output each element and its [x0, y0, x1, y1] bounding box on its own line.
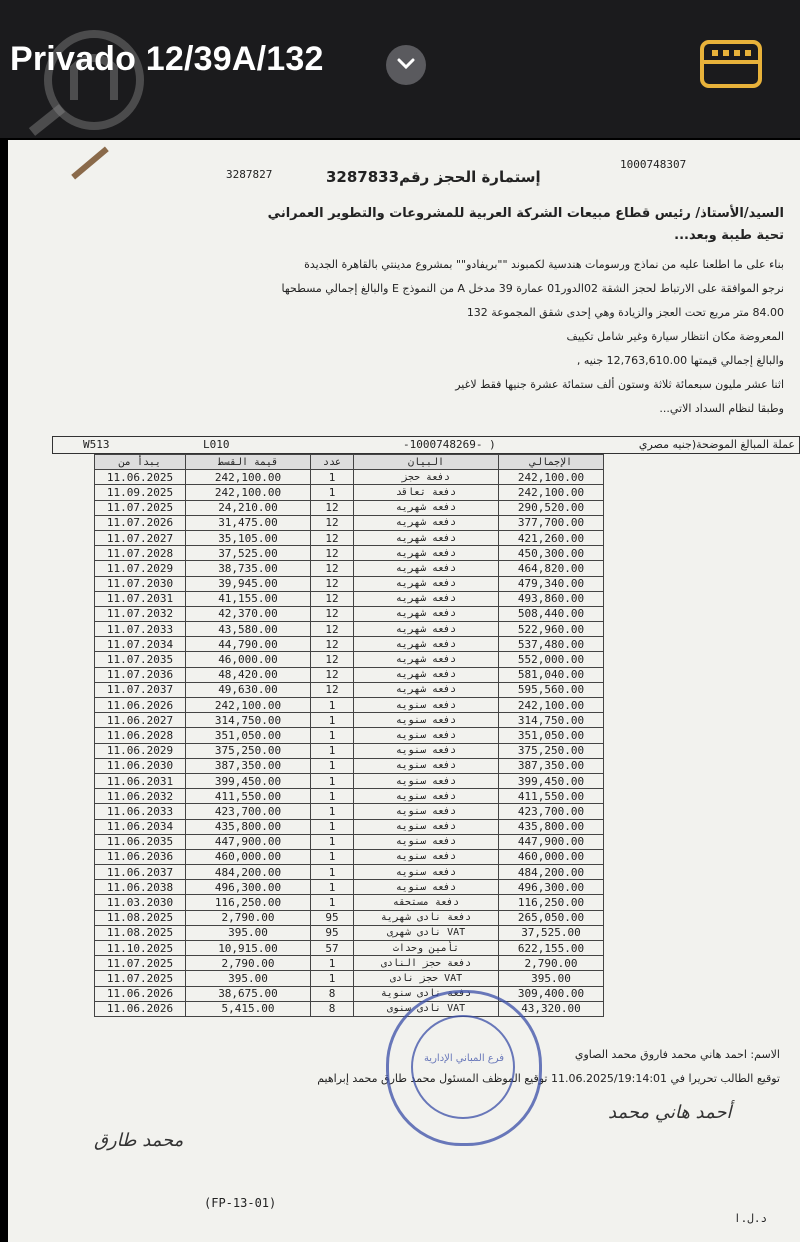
row-description: تأمين وحدات — [354, 941, 499, 956]
currency-bar — [52, 436, 800, 454]
row-installment: 116,250.00 — [186, 895, 311, 910]
row-total: 37,525.00 — [499, 925, 604, 940]
row-description: دفعه شهريه — [354, 682, 499, 697]
row-total: 508,440.00 — [499, 606, 604, 621]
currency-ref: -1000748269- ) — [403, 438, 496, 451]
table-row — [95, 895, 604, 910]
row-count: 1 — [311, 804, 354, 819]
table-row — [95, 834, 604, 849]
row-description: دفعه شهريه — [354, 622, 499, 637]
row-total: 2,790.00 — [499, 956, 604, 971]
row-installment: 2,790.00 — [186, 910, 311, 925]
row-installment: 387,350.00 — [186, 758, 311, 773]
payment-table — [94, 454, 604, 1017]
row-installment: 423,700.00 — [186, 804, 311, 819]
row-count: 1 — [311, 758, 354, 773]
row-installment: 39,945.00 — [186, 576, 311, 591]
row-date: 11.07.2025 — [95, 956, 186, 971]
row-description: دفعه شهريه — [354, 561, 499, 576]
row-date: 11.06.2026 — [95, 1001, 186, 1016]
row-date: 11.06.2029 — [95, 743, 186, 758]
row-count: 1 — [311, 971, 354, 986]
row-installment: 484,200.00 — [186, 865, 311, 880]
table-row — [95, 728, 604, 743]
table-row — [95, 515, 604, 530]
row-count: 12 — [311, 667, 354, 682]
row-description: دفعه شهريه — [354, 546, 499, 561]
row-description: دفعه سنويه — [354, 865, 499, 880]
row-date: 11.07.2035 — [95, 652, 186, 667]
row-count: 12 — [311, 515, 354, 530]
form-code: (FP-13-01) — [204, 1196, 277, 1210]
body-line-1: بناء على ما اطلعنا عليه من نماذج ورسومات هندسية لكمبوند ""بريفادو"" بمشروع مدينتي بالقاهرة الجديدة — [304, 258, 784, 271]
chevron-down-icon — [397, 58, 415, 70]
row-date: 11.06.2032 — [95, 789, 186, 804]
row-installment: 2,790.00 — [186, 956, 311, 971]
ref-right: 1000748307 — [620, 158, 687, 171]
row-installment: 42,370.00 — [186, 606, 311, 621]
row-date: 11.06.2027 — [95, 713, 186, 728]
row-total: 242,100.00 — [499, 485, 604, 500]
row-description: دفعه سنويه — [354, 743, 499, 758]
row-installment: 44,790.00 — [186, 637, 311, 652]
col-installment: قيمة القسط — [186, 455, 311, 470]
row-count: 1 — [311, 485, 354, 500]
table-row — [95, 470, 604, 485]
row-count: 12 — [311, 622, 354, 637]
row-installment: 314,750.00 — [186, 713, 311, 728]
row-date: 11.07.2031 — [95, 591, 186, 606]
row-date: 11.07.2036 — [95, 667, 186, 682]
row-count: 8 — [311, 986, 354, 1001]
row-installment: 242,100.00 — [186, 485, 311, 500]
table-row — [95, 910, 604, 925]
row-date: 11.06.2038 — [95, 880, 186, 895]
row-installment: 460,000.00 — [186, 849, 311, 864]
title-dropdown-button[interactable] — [386, 45, 426, 85]
table-row — [95, 819, 604, 834]
greeting: تحية طيبة وبعد... — [674, 228, 784, 243]
row-total: 116,250.00 — [499, 895, 604, 910]
row-count: 12 — [311, 606, 354, 621]
row-description: دفعه سنويه — [354, 713, 499, 728]
row-description: دفعة نادى سنوية — [354, 986, 499, 1001]
applicant-name: الاسم: احمد هاني محمد فاروق محمد الصاوي — [574, 1048, 780, 1061]
row-count: 1 — [311, 880, 354, 895]
row-description: VAT نادى سنوى — [354, 1001, 499, 1016]
row-date: 11.07.2025 — [95, 971, 186, 986]
row-description: دفعه سنويه — [354, 758, 499, 773]
stamp-text: فرع المباني الإدارية — [423, 1053, 505, 1064]
row-count: 12 — [311, 682, 354, 697]
row-date: 11.07.2033 — [95, 622, 186, 637]
row-count: 1 — [311, 743, 354, 758]
row-installment: 375,250.00 — [186, 743, 311, 758]
table-row — [95, 1001, 604, 1016]
table-row — [95, 773, 604, 788]
row-date: 11.07.2030 — [95, 576, 186, 591]
row-description: دفعة حجز النادى — [354, 956, 499, 971]
listing-title: Privado 12/39A/132 — [10, 40, 324, 78]
col-count: عدد — [311, 455, 354, 470]
table-row — [95, 880, 604, 895]
table-row — [95, 758, 604, 773]
table-row — [95, 667, 604, 682]
row-installment: 399,450.00 — [186, 773, 311, 788]
row-total: 423,700.00 — [499, 804, 604, 819]
row-count: 12 — [311, 500, 354, 515]
row-installment: 242,100.00 — [186, 698, 311, 713]
code-b: L010 — [203, 438, 230, 451]
row-date: 11.07.2029 — [95, 561, 186, 576]
row-total: 493,860.00 — [499, 591, 604, 606]
row-total: 387,350.00 — [499, 758, 604, 773]
viewer-header — [0, 0, 800, 138]
row-total: 496,300.00 — [499, 880, 604, 895]
row-total: 581,040.00 — [499, 667, 604, 682]
salutation: السيد/الأستاذ/ رئيس قطاع مبيعات الشركة العربية للمشروعات والتطوير العمراني — [267, 206, 784, 221]
row-description: دفعه شهريه — [354, 652, 499, 667]
row-description: دفعه شهريه — [354, 530, 499, 545]
row-installment: 496,300.00 — [186, 880, 311, 895]
row-date: 11.06.2033 — [95, 804, 186, 819]
row-installment: 242,100.00 — [186, 470, 311, 485]
table-row — [95, 606, 604, 621]
row-date: 11.06.2035 — [95, 834, 186, 849]
row-total: 552,000.00 — [499, 652, 604, 667]
row-description: دفعه شهريه — [354, 515, 499, 530]
row-description: دفعه شهريه — [354, 667, 499, 682]
ref-left: 3287827 — [226, 168, 273, 181]
row-date: 11.10.2025 — [95, 941, 186, 956]
row-description: دفعه سنويه — [354, 834, 499, 849]
row-description: دفعه شهريه — [354, 606, 499, 621]
row-total: 309,400.00 — [499, 986, 604, 1001]
table-row — [95, 971, 604, 986]
row-date: 11.07.2027 — [95, 530, 186, 545]
table-row — [95, 925, 604, 940]
table-row — [95, 849, 604, 864]
row-description: دفعه سنويه — [354, 849, 499, 864]
row-date: 11.07.2032 — [95, 606, 186, 621]
body-line-6: اثنا عشر مليون سبعمائة ثلاثة وستون ألف ستمائة عشرة جنيها فقط لاغير — [455, 378, 784, 391]
row-date: 11.06.2034 — [95, 819, 186, 834]
row-date: 11.06.2031 — [95, 773, 186, 788]
row-date: 11.06.2025 — [95, 470, 186, 485]
row-installment: 46,000.00 — [186, 652, 311, 667]
row-count: 1 — [311, 698, 354, 713]
row-total: 265,050.00 — [499, 910, 604, 925]
table-row — [95, 622, 604, 637]
table-row — [95, 561, 604, 576]
row-total: 411,550.00 — [499, 789, 604, 804]
table-row — [95, 865, 604, 880]
row-count: 12 — [311, 591, 354, 606]
row-count: 1 — [311, 773, 354, 788]
row-description: دفعة مستحقه — [354, 895, 499, 910]
row-date: 11.06.2026 — [95, 698, 186, 713]
row-count: 1 — [311, 789, 354, 804]
row-description: دفعه شهريه — [354, 591, 499, 606]
row-installment: 48,420.00 — [186, 667, 311, 682]
row-total: 43,320.00 — [499, 1001, 604, 1016]
signature-line: توقيع الطالب تحريرا في 11.06.2025/19:14:01 توقيع الموظف المسئول محمد طارق محمد إبراهيم — [317, 1072, 780, 1085]
row-installment: 395.00 — [186, 925, 311, 940]
body-line-5: والبالغ إجمالي قيمتها 12,763,610.00 جنيه , — [576, 354, 784, 367]
row-description: دفعه سنويه — [354, 789, 499, 804]
row-date: 11.07.2028 — [95, 546, 186, 561]
row-date: 11.08.2025 — [95, 925, 186, 940]
row-total: 522,960.00 — [499, 622, 604, 637]
row-total: 460,000.00 — [499, 849, 604, 864]
employee-signature: محمد طارق — [94, 1130, 184, 1151]
table-row — [95, 804, 604, 819]
row-date: 11.07.2034 — [95, 637, 186, 652]
row-date: 11.06.2030 — [95, 758, 186, 773]
row-description: دفعه سنويه — [354, 819, 499, 834]
row-date: 11.09.2025 — [95, 485, 186, 500]
row-description: دفعة حجز — [354, 470, 499, 485]
row-total: 622,155.00 — [499, 941, 604, 956]
row-total: 450,300.00 — [499, 546, 604, 561]
row-total: 375,250.00 — [499, 743, 604, 758]
row-total: 399,450.00 — [499, 773, 604, 788]
row-installment: 10,915.00 — [186, 941, 311, 956]
currency-label: عملة المبالغ الموضحة(جنيه مصري — [638, 438, 795, 451]
row-description: دفعه سنويه — [354, 773, 499, 788]
table-row — [95, 682, 604, 697]
row-installment: 38,735.00 — [186, 561, 311, 576]
tour-icon[interactable] — [700, 40, 762, 88]
row-count: 12 — [311, 530, 354, 545]
row-count: 12 — [311, 576, 354, 591]
table-row — [95, 713, 604, 728]
row-total: 242,100.00 — [499, 470, 604, 485]
row-count: 1 — [311, 713, 354, 728]
row-description: دفعة تعاقد — [354, 485, 499, 500]
col-total: الإجمالي — [499, 455, 604, 470]
row-date: 11.06.2026 — [95, 986, 186, 1001]
row-installment: 435,800.00 — [186, 819, 311, 834]
row-installment: 37,525.00 — [186, 546, 311, 561]
row-date: 11.06.2028 — [95, 728, 186, 743]
row-count: 1 — [311, 728, 354, 743]
row-count: 1 — [311, 834, 354, 849]
row-installment: 38,675.00 — [186, 986, 311, 1001]
row-installment: 35,105.00 — [186, 530, 311, 545]
table-row — [95, 637, 604, 652]
row-total: 537,480.00 — [499, 637, 604, 652]
row-date: 11.06.2037 — [95, 865, 186, 880]
row-count: 12 — [311, 561, 354, 576]
row-date: 11.03.2030 — [95, 895, 186, 910]
row-count: 1 — [311, 849, 354, 864]
row-total: 595,560.00 — [499, 682, 604, 697]
row-count: 1 — [311, 956, 354, 971]
row-total: 351,050.00 — [499, 728, 604, 743]
page-mark: د.ل.ا — [734, 1212, 768, 1225]
company-stamp — [386, 990, 542, 1146]
code-a: W513 — [83, 438, 110, 451]
row-description: دفعه سنويه — [354, 880, 499, 895]
row-total: 395.00 — [499, 971, 604, 986]
body-line-2: نرجو الموافقة على الارتباط لحجز الشقة 02الدور01 عمارة 39 مدخل A من النموذج E والبالغ إجمالي مسطحها — [281, 282, 784, 295]
row-description: دفعه شهريه — [354, 576, 499, 591]
table-row — [95, 698, 604, 713]
row-date: 11.08.2025 — [95, 910, 186, 925]
row-count: 57 — [311, 941, 354, 956]
row-count: 12 — [311, 652, 354, 667]
table-row — [95, 652, 604, 667]
row-description: دفعه سنويه — [354, 804, 499, 819]
row-total: 314,750.00 — [499, 713, 604, 728]
row-description: دفعه شهريه — [354, 500, 499, 515]
body-line-7: وطبقا لنظام السداد الاتي... — [659, 402, 784, 415]
row-total: 435,800.00 — [499, 819, 604, 834]
table-row — [95, 591, 604, 606]
row-count: 95 — [311, 925, 354, 940]
reservation-document — [8, 140, 800, 1242]
row-total: 464,820.00 — [499, 561, 604, 576]
table-row — [95, 956, 604, 971]
body-line-3: 84.00 متر مربع تحت العجز والزيادة وهي إحدى شقق المجموعة 132 — [466, 306, 784, 319]
row-installment: 411,550.00 — [186, 789, 311, 804]
table-row — [95, 485, 604, 500]
row-count: 8 — [311, 1001, 354, 1016]
row-installment: 49,630.00 — [186, 682, 311, 697]
table-row — [95, 986, 604, 1001]
table-row — [95, 500, 604, 515]
row-total: 447,900.00 — [499, 834, 604, 849]
row-count: 1 — [311, 819, 354, 834]
row-description: دفعه سنويه — [354, 698, 499, 713]
row-count: 1 — [311, 895, 354, 910]
row-description: VAT نادى شهرى — [354, 925, 499, 940]
row-total: 242,100.00 — [499, 698, 604, 713]
row-description: دفعه شهريه — [354, 637, 499, 652]
table-header-row — [95, 455, 604, 470]
row-count: 1 — [311, 470, 354, 485]
row-installment: 41,155.00 — [186, 591, 311, 606]
form-title: إستمارة الحجز رقم3287833 — [326, 168, 541, 186]
table-row — [95, 743, 604, 758]
row-count: 95 — [311, 910, 354, 925]
row-total: 479,340.00 — [499, 576, 604, 591]
row-total: 377,700.00 — [499, 515, 604, 530]
row-count: 1 — [311, 865, 354, 880]
client-signature: أحمد هاني محمد — [608, 1102, 732, 1123]
row-installment: 24,210.00 — [186, 500, 311, 515]
table-row — [95, 941, 604, 956]
row-installment: 43,580.00 — [186, 622, 311, 637]
row-count: 12 — [311, 546, 354, 561]
row-count: 12 — [311, 637, 354, 652]
row-installment: 395.00 — [186, 971, 311, 986]
row-description: دفعه سنويه — [354, 728, 499, 743]
row-date: 11.06.2036 — [95, 849, 186, 864]
row-installment: 31,475.00 — [186, 515, 311, 530]
row-date: 11.07.2026 — [95, 515, 186, 530]
table-row — [95, 546, 604, 561]
table-row — [95, 530, 604, 545]
row-date: 11.07.2037 — [95, 682, 186, 697]
col-description: البيان — [354, 455, 499, 470]
row-description: VAT حجز نادى — [354, 971, 499, 986]
body-line-4: المعروضة مكان انتظار سيارة وغير شامل تكييف — [566, 330, 784, 343]
pen-shadow — [71, 147, 109, 180]
table-row — [95, 576, 604, 591]
row-installment: 447,900.00 — [186, 834, 311, 849]
col-date: يبدأ من — [95, 455, 186, 470]
table-row — [95, 789, 604, 804]
row-total: 484,200.00 — [499, 865, 604, 880]
row-total: 421,260.00 — [499, 530, 604, 545]
row-installment: 351,050.00 — [186, 728, 311, 743]
row-description: دفعة نادى شهرية — [354, 910, 499, 925]
row-total: 290,520.00 — [499, 500, 604, 515]
row-installment: 5,415.00 — [186, 1001, 311, 1016]
row-date: 11.07.2025 — [95, 500, 186, 515]
